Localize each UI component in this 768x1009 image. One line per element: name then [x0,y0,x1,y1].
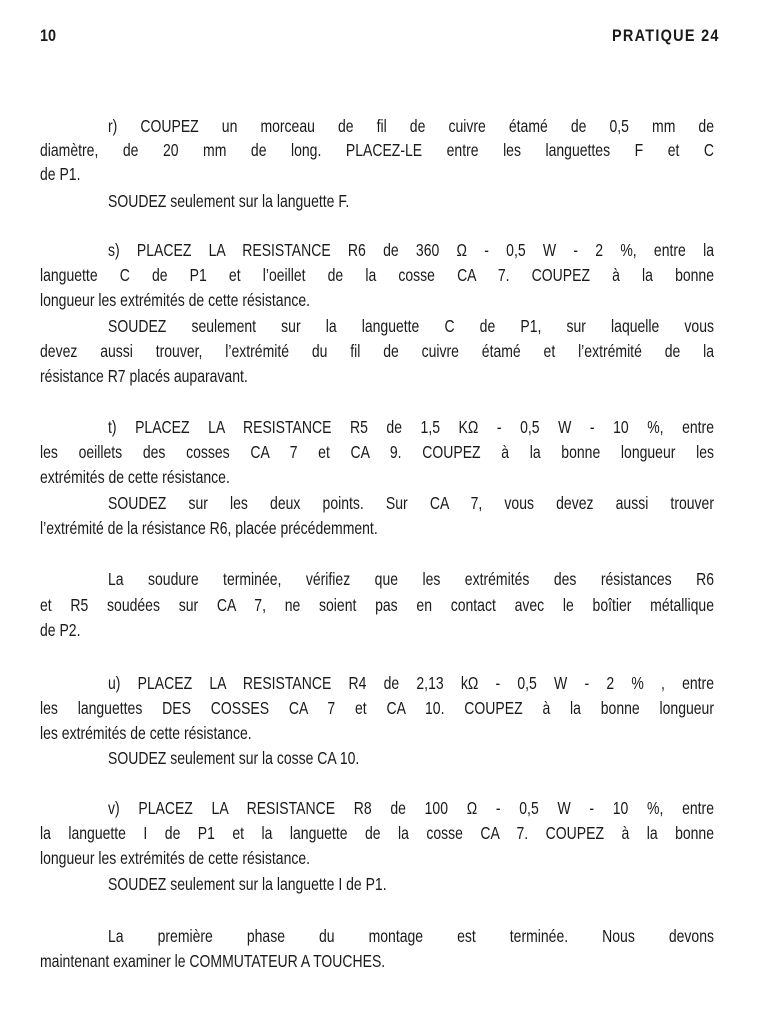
text-line: SOUDEZ seulement sur la cosse CA 10. [108,748,360,768]
text-line: longueur les extrémités de cette résistance. [40,848,311,868]
text-line: La soudure terminée, vérifiez que les extrémités des résistances R6 [108,569,714,589]
text-line: de P1. [40,164,81,184]
text-line: s) PLACEZ LA RESISTANCE R6 de 360 Ω - 0,5 W - 2 %, entre la [108,240,714,260]
text-line: les oeillets des cosses CA 7 et CA 9. COUPEZ à la bonne longueur les [40,442,714,462]
text-line: SOUDEZ seulement sur la languette I de P1. [108,874,387,894]
text-line: u) PLACEZ LA RESISTANCE R4 de 2,13 kΩ - 0,5 W - 2 % , entre [108,673,714,693]
text-line: t) PLACEZ LA RESISTANCE R5 de 1,5 KΩ - 0,5 W - 10 %, entre [108,417,714,437]
page-number: 10 [40,26,57,45]
text-line: et R5 soudées sur CA 7, ne soient pas en contact avec le boîtier métallique [40,595,714,615]
text-line: r) COUPEZ un morceau de fil de cuivre étamé de 0,5 mm de [108,116,714,136]
text-line: résistance R7 placés auparavant. [40,366,248,386]
text-line: devez aussi trouver, l’extrémité du fil de cuivre étamé et l’extrémité de la [40,341,714,361]
text-line: longueur les extrémités de cette résistance. [40,290,311,310]
text-line: SOUDEZ sur les deux points. Sur CA 7, vous devez aussi trouver [108,493,714,513]
text-line: SOUDEZ seulement sur la languette F. [108,191,350,211]
text-line: diamètre, de 20 mm de long. PLACEZ-LE entre les languettes F et C [40,140,714,160]
running-title: PRATIQUE 24 [612,26,720,45]
text-line: La première phase du montage est terminée. Nous devons [108,926,714,946]
text-line: les extrémités de cette résistance. [40,723,252,743]
text-line: les languettes DES COSSES CA 7 et CA 10. COUPEZ à la bonne longueur [40,698,714,718]
text-line: la languette I de P1 et la languette de la cosse CA 7. COUPEZ à la bonne [40,823,714,843]
text-line: languette C de P1 et l’oeillet de la cosse CA 7. COUPEZ à la bonne [40,265,714,285]
text-line: v) PLACEZ LA RESISTANCE R8 de 100 Ω - 0,5 W - 10 %, entre [108,798,714,818]
text-line: de P2. [40,620,81,640]
text-line: SOUDEZ seulement sur la languette C de P1, sur laquelle vous [108,316,714,336]
text-line: l’extrémité de la résistance R6, placée précédemment. [40,518,378,538]
text-line: maintenant examiner le COMMUTATEUR A TOUCHES. [40,951,386,971]
text-line: extrémités de cette résistance. [40,467,230,487]
